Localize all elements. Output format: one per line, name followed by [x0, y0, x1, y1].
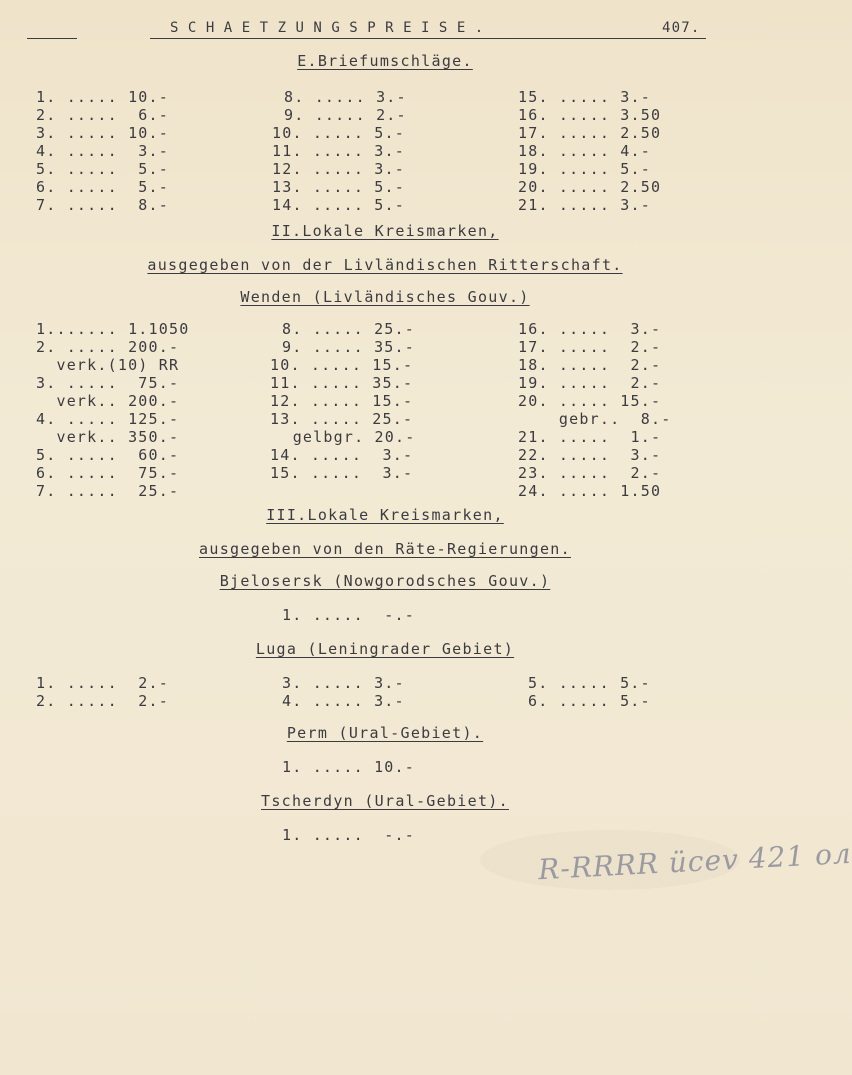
- table-row: 21. ..... 3.-: [518, 196, 651, 214]
- table-row: 4. ..... 3.-: [282, 692, 405, 710]
- table-row: 14. ..... 5.-: [272, 196, 405, 214]
- section-ii-heading: II.Lokale Kreismarken,: [271, 222, 499, 240]
- table-row: 10. ..... 15.-: [270, 356, 414, 374]
- table-row: 15. ..... 3.-: [518, 88, 651, 106]
- section-ii-subheading: ausgegeben von der Livländischen Ritterschaft.: [147, 256, 623, 274]
- table-row: 8. ..... 3.-: [284, 88, 407, 106]
- table-row: 7. ..... 8.-: [36, 196, 169, 214]
- region-heading-bjelosersk: Bjelosersk (Nowgorodsches Gouv.): [219, 572, 551, 590]
- table-row: 12. ..... 3.-: [272, 160, 405, 178]
- table-row: 9. ..... 2.-: [284, 106, 407, 124]
- table-row: 4. ..... 125.-: [36, 410, 180, 428]
- table-row: 5. ..... 60.-: [36, 446, 180, 464]
- list-item: 1. ..... 10.-: [282, 758, 415, 776]
- table-row: 3. ..... 10.-: [36, 124, 169, 142]
- table-row: 5. ..... 5.-: [36, 160, 169, 178]
- table-row: verk.. 200.-: [36, 392, 180, 410]
- table-row: 1. ..... 10.-: [36, 88, 169, 106]
- table-row: 5. ..... 5.-: [528, 674, 651, 692]
- table-row: 2. ..... 2.-: [36, 692, 169, 710]
- table-row: 1. ..... 2.-: [36, 674, 169, 692]
- table-row: 20. ..... 15.-: [518, 392, 662, 410]
- table-row: 16. ..... 3.-: [518, 320, 662, 338]
- table-row: 11. ..... 3.-: [272, 142, 405, 160]
- list-item: 1. ..... -.-: [282, 826, 415, 844]
- page-number: 407.: [662, 20, 701, 36]
- table-row: 17. ..... 2.50: [518, 124, 662, 142]
- region-heading-tscherdyn: Tscherdyn (Ural-Gebiet).: [261, 792, 509, 810]
- table-row: 11. ..... 35.-: [270, 374, 414, 392]
- section-e-heading: E.Briefumschläge.: [297, 52, 473, 70]
- page-header-title: SCHAETZUNGSPREISE.: [170, 20, 493, 36]
- table-row: 12. ..... 15.-: [270, 392, 414, 410]
- table-row: 19. ..... 2.-: [518, 374, 662, 392]
- table-row: 21. ..... 1.-: [518, 428, 662, 446]
- table-row: 4. ..... 3.-: [36, 142, 169, 160]
- table-row: 13. ..... 25.-: [270, 410, 414, 428]
- table-row: verk.. 350.-: [36, 428, 180, 446]
- region-heading-wenden: Wenden (Livländisches Gouv.): [240, 288, 530, 306]
- table-row: 6. ..... 5.-: [36, 178, 169, 196]
- table-row: verk.(10) RR: [36, 356, 180, 374]
- table-row: 23. ..... 2.-: [518, 464, 662, 482]
- table-row: 1....... 1.1050: [36, 320, 190, 338]
- table-row: 18. ..... 4.-: [518, 142, 651, 160]
- section-iii-heading: III.Lokale Kreismarken,: [266, 506, 504, 524]
- header-rule-left: [27, 38, 77, 39]
- handwritten-note: R-RRRR ücev 421 ол: [537, 836, 852, 887]
- region-heading-luga: Luga (Leningrader Gebiet): [255, 640, 515, 658]
- list-item: 1. ..... -.-: [282, 606, 415, 624]
- table-row: 6. ..... 5.-: [528, 692, 651, 710]
- table-row: gebr.. 8.-: [518, 410, 672, 428]
- table-row: 14. ..... 3.-: [270, 446, 414, 464]
- table-row: 22. ..... 3.-: [518, 446, 662, 464]
- region-heading-perm: Perm (Ural-Gebiet).: [286, 724, 484, 742]
- table-row: 17. ..... 2.-: [518, 338, 662, 356]
- table-row: 7. ..... 25.-: [36, 482, 180, 500]
- table-row: 10. ..... 5.-: [272, 124, 405, 142]
- table-row: 15. ..... 3.-: [270, 464, 414, 482]
- table-row: 19. ..... 5.-: [518, 160, 651, 178]
- table-row: 8. ..... 25.-: [282, 320, 415, 338]
- table-row: 3. ..... 75.-: [36, 374, 180, 392]
- table-row: 6. ..... 75.-: [36, 464, 180, 482]
- table-row: 2. ..... 200.-: [36, 338, 180, 356]
- table-row: 24. ..... 1.50: [518, 482, 662, 500]
- table-row: 3. ..... 3.-: [282, 674, 405, 692]
- table-row: 9. ..... 35.-: [282, 338, 415, 356]
- table-row: 2. ..... 6.-: [36, 106, 169, 124]
- table-row: 13. ..... 5.-: [272, 178, 405, 196]
- header-rule: [150, 38, 706, 39]
- section-iii-subheading: ausgegeben von den Räte-Regierungen.: [199, 540, 571, 558]
- table-row: 20. ..... 2.50: [518, 178, 662, 196]
- table-row: 16. ..... 3.50: [518, 106, 662, 124]
- table-row: gelbgr. 20.-: [262, 428, 416, 446]
- table-row: 18. ..... 2.-: [518, 356, 662, 374]
